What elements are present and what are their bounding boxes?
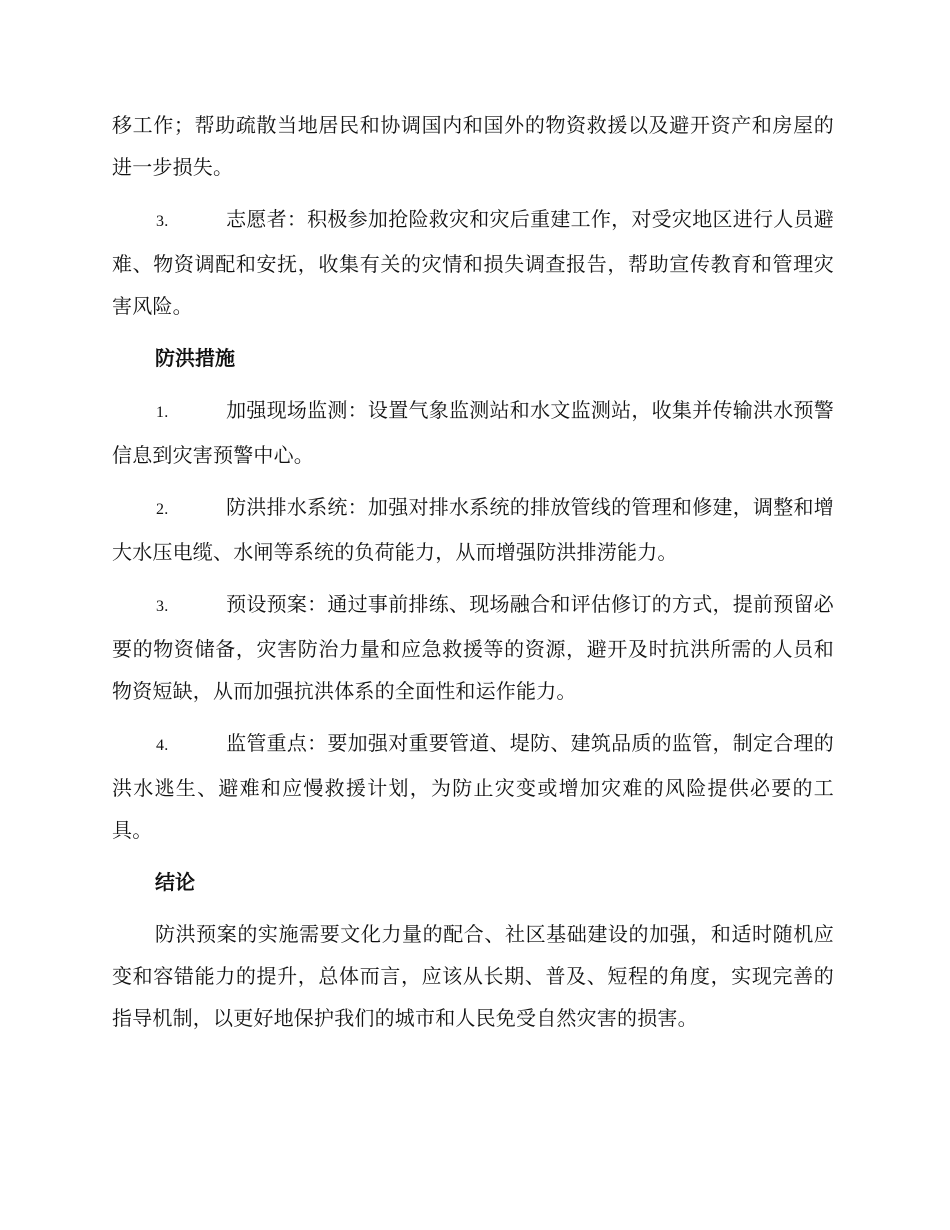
list-text: 志愿者：积极参加抢险救灾和灾后重建工作，对受灾地区进行人员避难、物资调配和安抚，收集有关的灾情和损失调查报告，帮助宣传教育和管理灾害风险。 <box>112 207 834 318</box>
list-number: 4. <box>156 737 169 754</box>
section-heading-conclusion: 结论 <box>155 870 195 894</box>
list-text: 监管重点：要加强对重要管道、堤防、建筑品质的监管，制定合理的洪水逃生、避难和应慢救援计划，为防止灾变或增加灾难的风险提供必要的工具。 <box>112 731 834 842</box>
measure-list-item <box>112 722 834 851</box>
list-text: 防洪排水系统：加强对排水系统的排放管线的管理和修建，调整和增大水压电缆、水闸等系统的负荷能力，从而增强防洪排涝能力。 <box>112 495 834 564</box>
list-text: 加强现场监测：设置气象监测站和水文监测站，收集并传输洪水预警信息到灾害预警中心。 <box>112 398 834 467</box>
measure-list-item <box>112 486 834 573</box>
list-number: 1. <box>156 404 169 421</box>
conclusion-paragraph: 防洪预案的实施需要文化力量的配合、社区基础建设的加强，和适时随机应变和容错能力的提升，总体而言，应该从长期、普及、短程的角度，实现完善的指导机制，以更好地保护我们的城市和人民免受自然灾害的损害。 <box>112 922 834 1030</box>
measure-list-item <box>112 583 834 712</box>
continuation-paragraph: 移工作；帮助疏散当地居民和协调国内和国外的物资救援以及避开资产和房屋的进一步损失。 <box>112 113 834 179</box>
list-number: 3. <box>156 598 169 615</box>
list-number: 2. <box>156 501 169 518</box>
document-page <box>112 104 834 1049</box>
list-text: 预设预案：通过事前排练、现场融合和评估修订的方式，提前预留必要的物资储备，灾害防治力量和应急救援等的资源，避开及时抗洪所需的人员和物资短缺，从而加强抗洪体系的全面性和运作能力。 <box>112 592 834 703</box>
section-heading-measures: 防洪措施 <box>155 346 235 370</box>
list-number: 3. <box>156 213 169 230</box>
measure-list-item <box>112 389 834 476</box>
volunteer-list-item <box>112 198 834 327</box>
